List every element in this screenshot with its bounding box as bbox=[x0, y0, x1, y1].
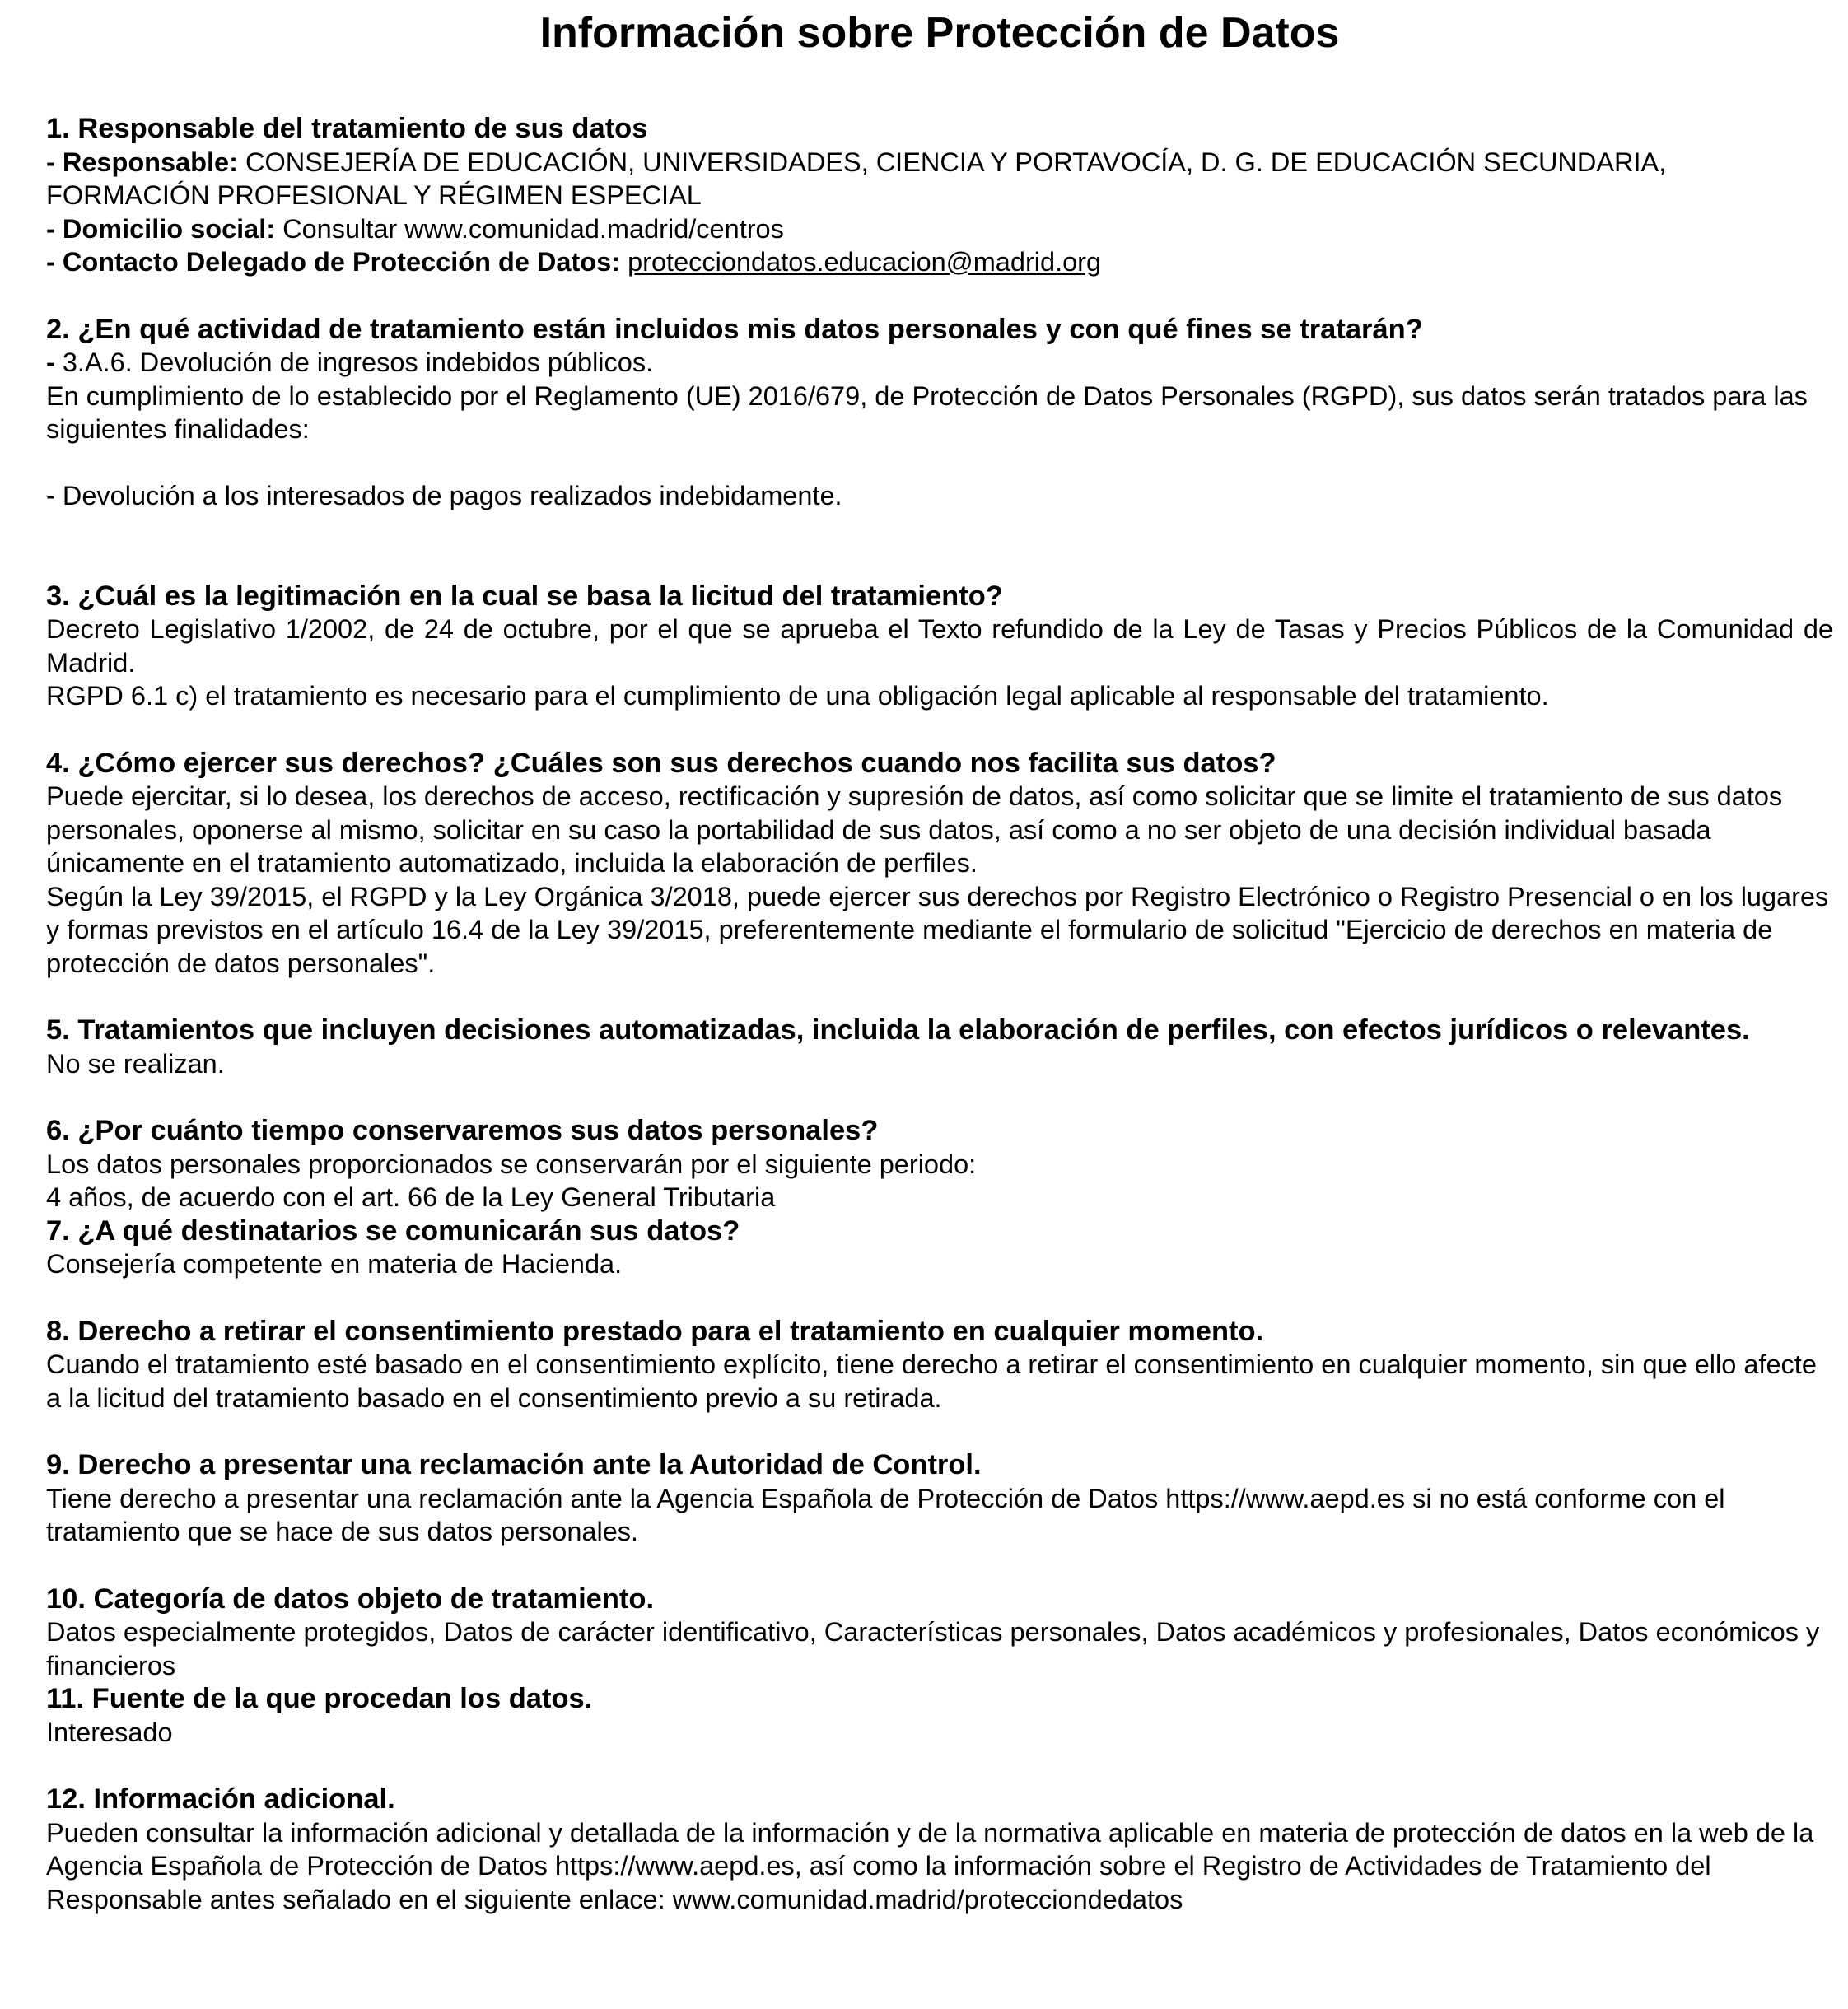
section-3-heading: 3. ¿Cuál es la legitimación en la cual se basa la licitud del tratamiento? bbox=[46, 580, 1003, 612]
spacer bbox=[46, 446, 1833, 480]
section-12 bbox=[46, 1783, 1833, 1916]
section-3-text-2: RGPD 6.1 c) el tratamiento es necesario para el cumplimiento de una obligación legal aplicable al responsable del tratamiento. bbox=[46, 681, 1549, 711]
domicilio-value: Consultar www.comunidad.madrid/centros bbox=[275, 213, 784, 244]
section-5 bbox=[46, 1014, 1833, 1080]
section-4 bbox=[46, 747, 1833, 981]
section-9-text: Tiene derecho a presentar una reclamación ante la Agencia Española de Protección de Datos https://www.aepd.es si no está conforme con el tratamiento que se hace de sus datos personales. bbox=[46, 1483, 1725, 1546]
section-4-text-2: Según la Ley 39/2015, el RGPD y la Ley Orgánica 3/2018, puede ejercer sus derechos por Registro Electrónico o Registro Presencial o en los lugares y formas previstos en el artículo 16.4 de la Ley 39/2015, preferentemente mediante el formulario de solicitud "Ejercicio de derechos en materia de protección de datos personales". bbox=[46, 881, 1829, 978]
document-body bbox=[46, 112, 1833, 1916]
section-7 bbox=[46, 1214, 1833, 1281]
activity-text: 3.A.6. Devolución de ingresos indebidos públicos. bbox=[62, 347, 654, 377]
contacto-line bbox=[46, 245, 1833, 279]
section-12-text: Pueden consultar la información adicional y detallada de la información y de la normativa aplicable en materia de protección de datos en la web de la Agencia Española de Protección de Datos https://www.aepd.es, así como la información sobre el Registro de Actividades de Tratamiento del Responsable antes señalado en el siguiente enlace: www.comunidad.madrid/protecciondedatos bbox=[46, 1817, 1814, 1914]
section-7-text: Consejería competente en materia de Hacienda. bbox=[46, 1249, 623, 1279]
contacto-email-link[interactable]: protecciondatos.educacion@madrid.org bbox=[628, 247, 1102, 277]
section-2-purpose: - Devolución a los interesados de pagos realizados indebidamente. bbox=[46, 481, 842, 510]
section-12-heading: 12. Información adicional. bbox=[46, 1783, 395, 1815]
responsable-label: - Responsable: bbox=[46, 147, 238, 177]
responsable-line bbox=[46, 146, 1833, 212]
section-4-heading: 4. ¿Cómo ejercer sus derechos? ¿Cuáles son sus derechos cuando nos facilita sus datos? bbox=[46, 747, 1276, 779]
section-8-text: Cuando el tratamiento esté basado en el consentimiento explícito, tiene derecho a retirar el consentimiento en cualquier momento, sin que ello afecte a la licitud del tratamiento basado en el consentimiento previo a su retirada. bbox=[46, 1349, 1817, 1413]
contacto-label: - Contacto Delegado de Protección de Datos: bbox=[46, 247, 621, 277]
section-9 bbox=[46, 1448, 1833, 1549]
page-title: Información sobre Protección de Datos bbox=[539, 9, 1340, 57]
section-7-heading: 7. ¿A qué destinatarios se comunicarán sus datos? bbox=[46, 1214, 740, 1247]
section-11 bbox=[46, 1682, 1833, 1749]
activity-line bbox=[46, 346, 1833, 380]
section-6-text-2: 4 años, de acuerdo con el art. 66 de la Ley General Tributaria bbox=[46, 1182, 776, 1212]
responsable-value: CONSEJERÍA DE EDUCACIÓN, UNIVERSIDADES, CIENCIA Y PORTAVOCÍA, D. G. DE EDUCACIÓN SECUNDARIA, FORMACIÓN PROFESIONAL Y RÉGIMEN ESPECIAL bbox=[46, 147, 1667, 210]
section-3-text-1: Decreto Legislativo 1/2002, de 24 de octubre, por el que se aprueba el Texto refundido de la Ley de Tasas y Precios Públicos de la Comunidad de Madrid. bbox=[46, 614, 1833, 678]
section-8 bbox=[46, 1315, 1833, 1415]
section-9-heading: 9. Derecho a presentar una reclamación ante la Autoridad de Control. bbox=[46, 1449, 982, 1480]
section-4-text-1: Puede ejercitar, si lo desea, los derechos de acceso, rectificación y supresión de datos, así como solicitar que se limite el tratamiento de sus datos personales, oponerse al mismo, solicitar en su caso la portabilidad de sus datos, así como a no ser objeto de una decisión individual basada únicamente en el tratamiento automatizado, incluida la elaboración de perfiles. bbox=[46, 781, 1783, 878]
activity-dash: - bbox=[46, 347, 63, 377]
section-2 bbox=[46, 313, 1833, 513]
section-6-heading: 6. ¿Por cuánto tiempo conservaremos sus datos personales? bbox=[46, 1115, 879, 1146]
section-8-heading: 8. Derecho a retirar el consentimiento prestado para el tratamiento en cualquier momento. bbox=[46, 1315, 1264, 1347]
section-5-heading: 5. Tratamientos que incluyen decisiones automatizadas, incluida la elaboración de perfiles, con efectos jurídicos o relevantes. bbox=[46, 1014, 1750, 1046]
section-2-heading: 2. ¿En qué actividad de tratamiento están incluidos mis datos personales y con qué fines se tratarán? bbox=[46, 313, 1423, 345]
domicilio-line bbox=[46, 212, 1833, 246]
section-11-heading: 11. Fuente de la que procedan los datos. bbox=[46, 1683, 593, 1714]
section-6-text-1: Los datos personales proporcionados se conservarán por el siguiente periodo: bbox=[46, 1149, 977, 1179]
section-2-text: En cumplimiento de lo establecido por el Reglamento (UE) 2016/679, de Protección de Datos Personales (RGPD), sus datos serán tratados para las siguientes finalidades: bbox=[46, 380, 1808, 444]
section-6 bbox=[46, 1114, 1833, 1214]
section-10-heading: 10. Categoría de datos objeto de tratamiento. bbox=[46, 1582, 655, 1615]
section-5-text: No se realizan. bbox=[46, 1048, 225, 1079]
section-11-text: Interesado bbox=[46, 1717, 173, 1747]
domicilio-label: - Domicilio social: bbox=[46, 213, 276, 244]
section-1-heading: 1. Responsable del tratamiento de sus datos bbox=[46, 113, 648, 144]
section-10 bbox=[46, 1582, 1833, 1683]
section-10-text: Datos especialmente protegidos, Datos de carácter identificativo, Características personales, Datos académicos y profesionales, Datos económicos y financieros bbox=[46, 1617, 1820, 1680]
section-1 bbox=[46, 112, 1833, 279]
section-3 bbox=[46, 580, 1833, 713]
